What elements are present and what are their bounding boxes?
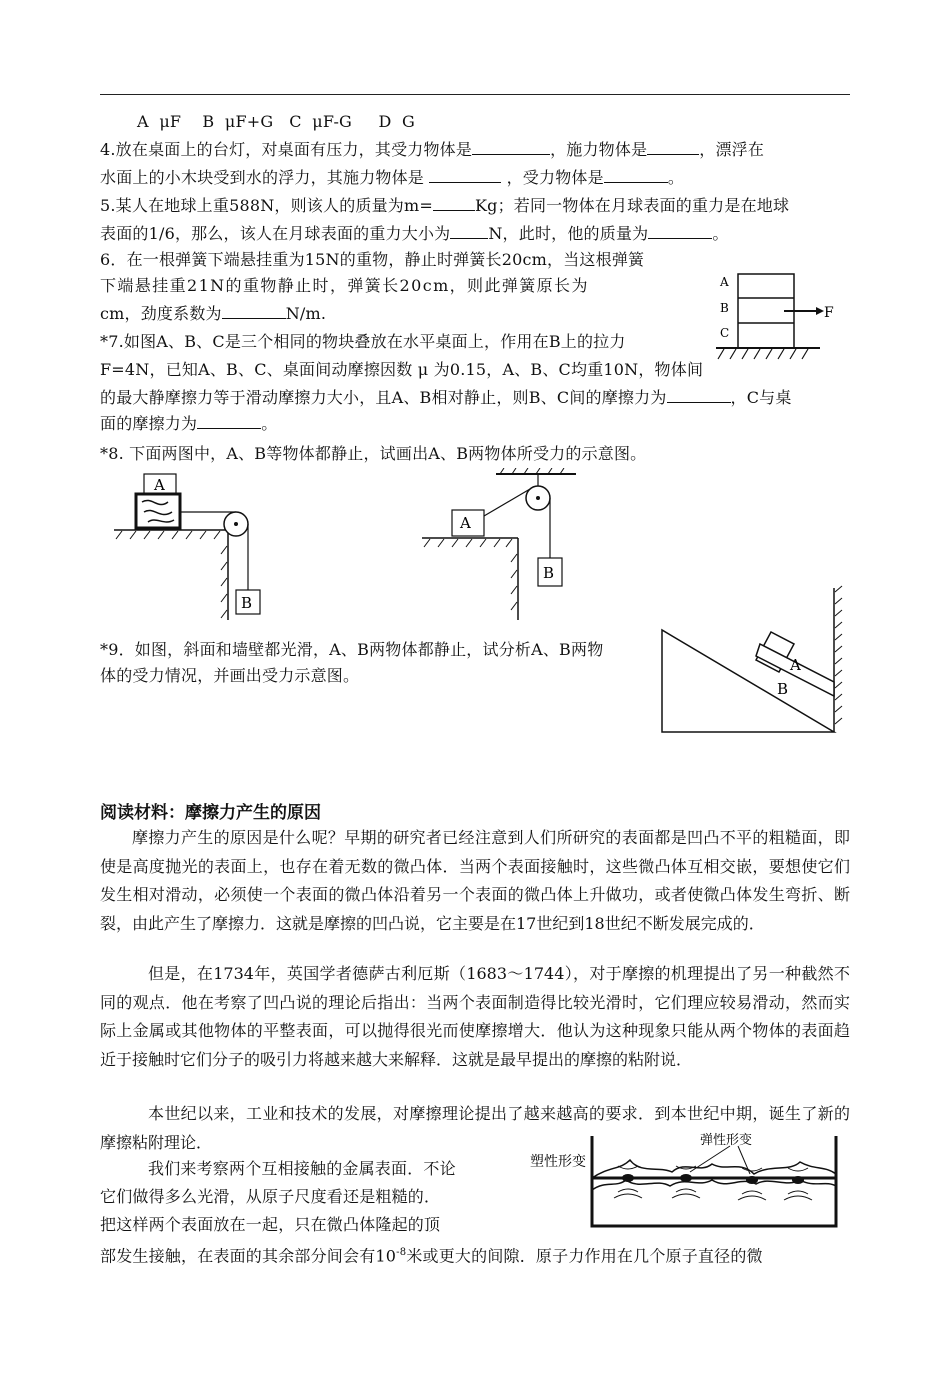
q4-blank-3[interactable]: [429, 168, 501, 183]
reading-p4-line4: 部发生接触，在表面的其余部分间会有$10^{-8}$米或更大的间隙．原子力作用在几个原子直径的微: [100, 1246, 763, 1266]
q5-line1: 5.某人在地球上重588N，则该人的质量为m= Kg；若同一物体在月球表面的重力是在地球: [100, 196, 790, 215]
reading-p4-line3: 把这样两个表面放在一起，只在微凸体隆起的顶: [100, 1215, 441, 1234]
label-b: B: [543, 564, 555, 582]
q9-figure: [656, 584, 856, 738]
label-b: B: [777, 680, 789, 698]
friction-figure: [500, 1130, 850, 1230]
q4-blank-4[interactable]: [604, 168, 668, 183]
label-a: A: [154, 476, 165, 494]
q5-blank-3[interactable]: [648, 224, 712, 239]
label-b: B: [720, 301, 729, 315]
label-elastic-deformation: 弹性形变: [700, 1133, 753, 1148]
label-a: A: [720, 275, 729, 289]
label-a: A: [460, 514, 471, 532]
q7-figure: [710, 266, 840, 366]
label-c: C: [720, 326, 730, 340]
reading-paragraph-1: 摩擦力产生的原因是什么呢？早期的研究者已经注意到人们所研究的表面都是凹凸不平的粗糙面，即使是高度抛光的表面上，也存在着无数的微凸体．当两个表面接触时，这些微凸体互相交嵌，要想使它们发生相对滑动，必须使一个表面的微凸体沿着另一个表面的微凸体上升做功，或者使微凸体发生弯折、断裂，由此产生了摩擦力．这就是摩擦的凹凸说，它主要是在17世纪到18世纪不断发展完成的．: [100, 828, 850, 933]
q6-line1: 6．在一根弹簧下端悬挂重为15N的重物，静止时弹簧长20cm，当这根弹簧: [100, 250, 645, 269]
q4-line1: 4.放在桌面上的台灯，对桌面有压力，其受力物体是 ，施力物体是 ，漂浮在: [100, 140, 765, 159]
reading-p4-line1: 我们来考察两个互相接触的金属表面．不论: [148, 1159, 456, 1178]
q7-blank-2[interactable]: [197, 414, 261, 429]
q4-line2: 水面上的小木块受到水的浮力，其施力物体是 ，受力物体是 。: [100, 168, 685, 187]
q7-blank-1[interactable]: [667, 388, 731, 403]
q4-blank-2[interactable]: [647, 140, 699, 155]
q8-text: *8. 下面两图中，A、B等物体都静止，试画出A、B两物体所受力的示意图。: [100, 444, 647, 463]
q7-line2: F=4N，已知A、B、C、桌面间动摩擦因数 μ 为0.15，A、B、C均重10N，物体间: [100, 360, 704, 379]
q3-options: A μF B μF+G C μF-G D G: [137, 112, 416, 131]
label-b: B: [241, 594, 253, 612]
q6-line2: 下端悬挂重21N的重物静止时，弹簧长20cm，则此弹簧原长为: [100, 276, 589, 295]
q5-blank-1[interactable]: [433, 196, 475, 211]
q4-blank-1[interactable]: [472, 140, 550, 155]
q5-blank-2[interactable]: [450, 224, 488, 239]
header-rule: [100, 94, 850, 95]
q7-line3: 的最大静摩擦力等于滑动摩擦力大小，且A、B相对静止，则B、C间的摩擦力为 ，C与桌: [100, 388, 792, 407]
block-a: [136, 494, 180, 528]
q7-line4: 面的摩擦力为 。: [100, 414, 278, 433]
reading-p4-line2: 它们做得多么光滑，从原子尺度看还是粗糙的．: [100, 1187, 441, 1206]
label-plastic-deformation: 塑性形变: [530, 1154, 586, 1170]
q8-figure-2: [416, 468, 586, 628]
q6-line3: cm，劲度系数为 N/m.: [100, 304, 327, 323]
reading-paragraph-2: 但是，在1734年，英国学者德萨古利厄斯（1683～1744），对于摩擦的机理提出了另一种截然不同的观点．他在考察了凹凸说的理论后指出：当两个表面制造得比较光滑时，它们理应较易滑动，然而实际上金属或其他物体的平整表面，可以抛得很光而使摩擦增大．他认为这种现象只能从两个物体的表面趋近于接触时它们分子的吸引力将越来越大来解释．这就是最早提出的摩擦的粘附说．: [100, 964, 850, 1069]
label-a: A: [790, 656, 801, 674]
q8-figure-1: [108, 468, 288, 628]
rope-slanted: [484, 489, 530, 516]
q7-line1: *7.如图A、B、C是三个相同的物块叠放在水平桌面上，作用在B上的拉力: [100, 332, 626, 351]
q9-line1: *9．如图，斜面和墙壁都光滑，A、B两物体都静止，试分析A、B两物: [100, 640, 604, 659]
q6-blank-1[interactable]: [222, 304, 286, 319]
reading-paragraph-3: 本世纪以来，工业和技术的发展，对摩擦理论提出了越来越高的要求．到本世纪中期，诞生了新的摩擦粘附理论．: [100, 1104, 850, 1152]
q9-line2: 体的受力情况，并画出受力示意图。: [100, 666, 360, 685]
q5-line2: 表面的1/6，那么，该人在月球表面的重力大小为 N，此时，他的质量为 。: [100, 224, 729, 243]
reading-title: 阅读材料：摩擦力产生的原因: [100, 803, 321, 823]
label-f: F: [824, 305, 834, 321]
